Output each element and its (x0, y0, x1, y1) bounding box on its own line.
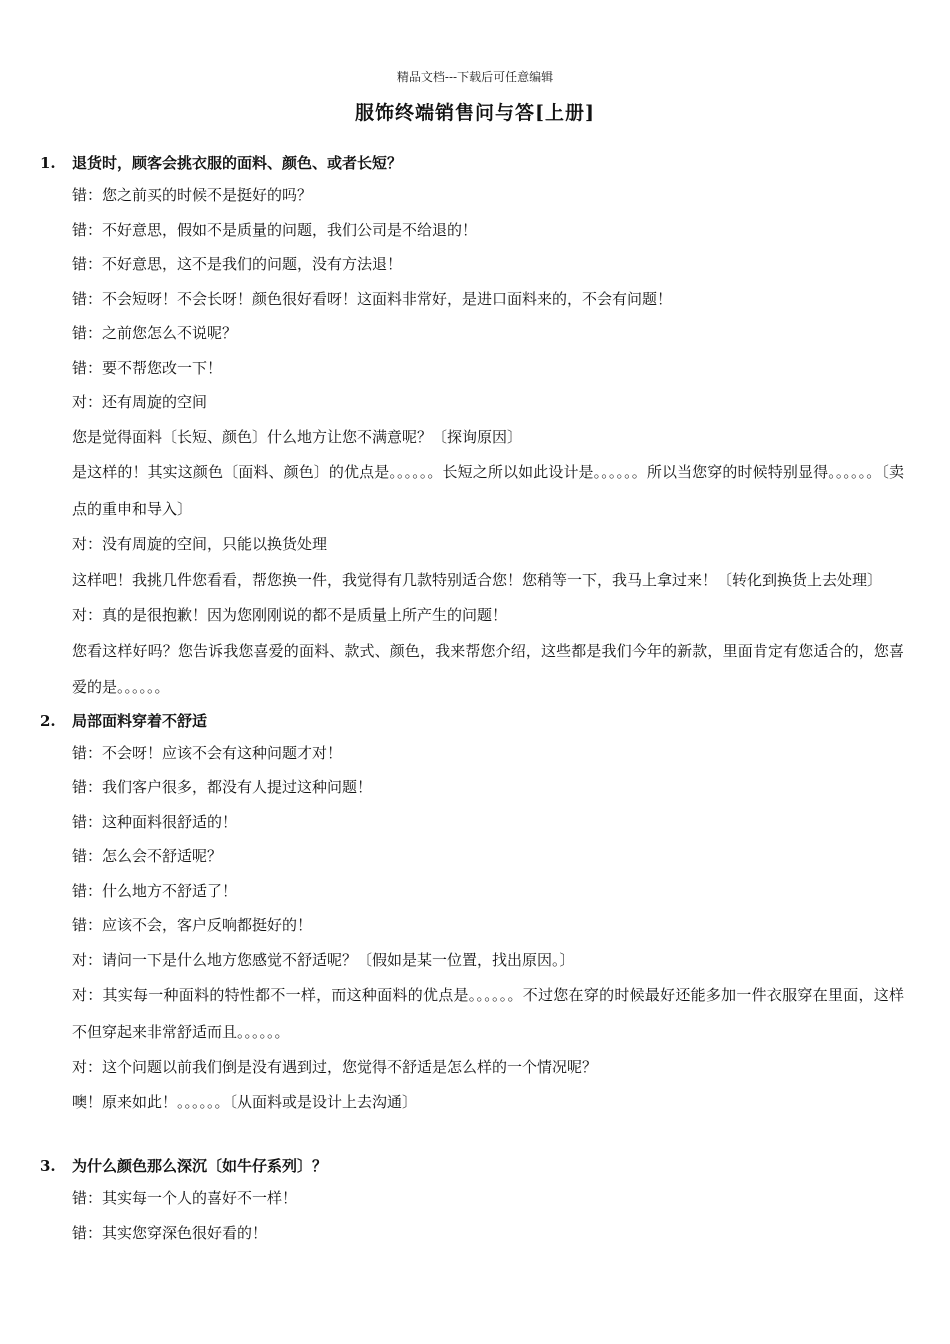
answer-line: 您是觉得面料〔长短、颜色〕什么地方让您不满意呢？〔探询原因〕 (72, 427, 523, 446)
answer-line: 错：其实每一个人的喜好不一样！ (72, 1189, 298, 1207)
document-body (0, 148, 950, 1250)
answer-line: 错：之前您怎么不说呢？ (72, 324, 238, 342)
question-heading (0, 1151, 950, 1181)
answer-line: 错：要不帮您改一下！ (72, 358, 223, 377)
question-text: 局部面料穿着不舒适 (72, 711, 208, 730)
header-note: 精品文档---下载后可任意编辑 (396, 70, 554, 84)
question-heading (0, 148, 950, 178)
document-title: 服饰终端销售问与答[上册] (355, 102, 595, 124)
answer-paragraph: 您看这样好吗？您告诉我您喜爱的面料、款式、颜色，我来帮您介绍，这些都是我们今年的新款，里面肯定有您适合的，您喜爱的是。。。。。。 (72, 641, 904, 696)
answer-line: 对：这个问题以前我们倒是没有遇到过，您觉得不舒适是怎么样的一个情况呢？ (72, 1058, 598, 1076)
answer-line: 错：您之前买的时候不是挺好的吗？ (72, 186, 313, 204)
question-number: 3. (40, 1157, 56, 1175)
answer-line: 错：这种面料很舒适的！ (72, 812, 238, 831)
answer-line: 噢！原来如此！。。。。。。〔从面料或是设计上去沟通〕 (72, 1092, 418, 1111)
answer-line: 对：真的是很抱歉！因为您刚刚说的都不是质量上所产生的问题！ (72, 606, 508, 624)
answer-line: 对：没有周旋的空间，只能以换货处理 (72, 535, 328, 553)
answer-paragraph: 这样吧！我挑几件您看看，帮您换一件，我觉得有几款特别适合您！您稍等一下，我马上拿过来！〔转化到换货上去处理〕 (72, 570, 883, 589)
section-spacer (0, 1119, 950, 1151)
question-text: 退货时，顾客会挑衣服的面料、颜色、或者长短？ (72, 154, 403, 172)
answer-line: 错：不会短呀！不会长呀！颜色很好看呀！这面料非常好，是进口面料来的，不会有问题！ (72, 289, 673, 308)
answer-line: 错：其实您穿深色很好看的！ (72, 1223, 268, 1242)
answer-paragraph: 是这样的！其实这颜色〔面料、颜色〕的优点是。。。。。。长短之所以如此设计是。。。。。。所以当您穿的时候特别显得。。。。。。〔卖点的重申和导入〕 (72, 463, 904, 518)
answer-line: 错：应该不会，客户反响都挺好的！ (72, 916, 313, 934)
question-heading (0, 706, 950, 736)
question-text: 为什么颜色那么深沉〔如牛仔系列〕？ (72, 1157, 328, 1175)
qa-section-3 (0, 1151, 950, 1250)
answer-line: 错：我们客户很多，都没有人提过这种问题！ (72, 778, 373, 796)
answer-line: 对：请问一下是什么地方您感觉不舒适呢？〔假如是某一位置，找出原因。〕 (72, 950, 575, 969)
answer-line: 错：什么地方不舒适了！ (72, 881, 238, 900)
answer-line: 对：还有周旋的空间 (72, 393, 208, 411)
qa-section-1 (0, 148, 950, 706)
answer-line: 错：不好意思，假如不是质量的问题，我们公司是不给退的！ (72, 220, 478, 239)
answer-line: 错：不好意思，这不是我们的问题，没有方法退！ (72, 255, 403, 273)
qa-section-2 (0, 706, 950, 1120)
answer-paragraph: 对：其实每一种面料的特性都不一样，而这种面料的优点是。。。。。。不过您在穿的时候最好还能多加一件衣服穿在里面，这样不但穿起来非常舒适而且。。。。。。 (72, 986, 904, 1041)
answer-line: 错：怎么会不舒适呢？ (72, 847, 223, 865)
answer-line: 错：不会呀！应该不会有这种问题才对！ (72, 743, 343, 762)
question-number: 2. (40, 711, 56, 730)
question-number: 1. (40, 154, 56, 172)
